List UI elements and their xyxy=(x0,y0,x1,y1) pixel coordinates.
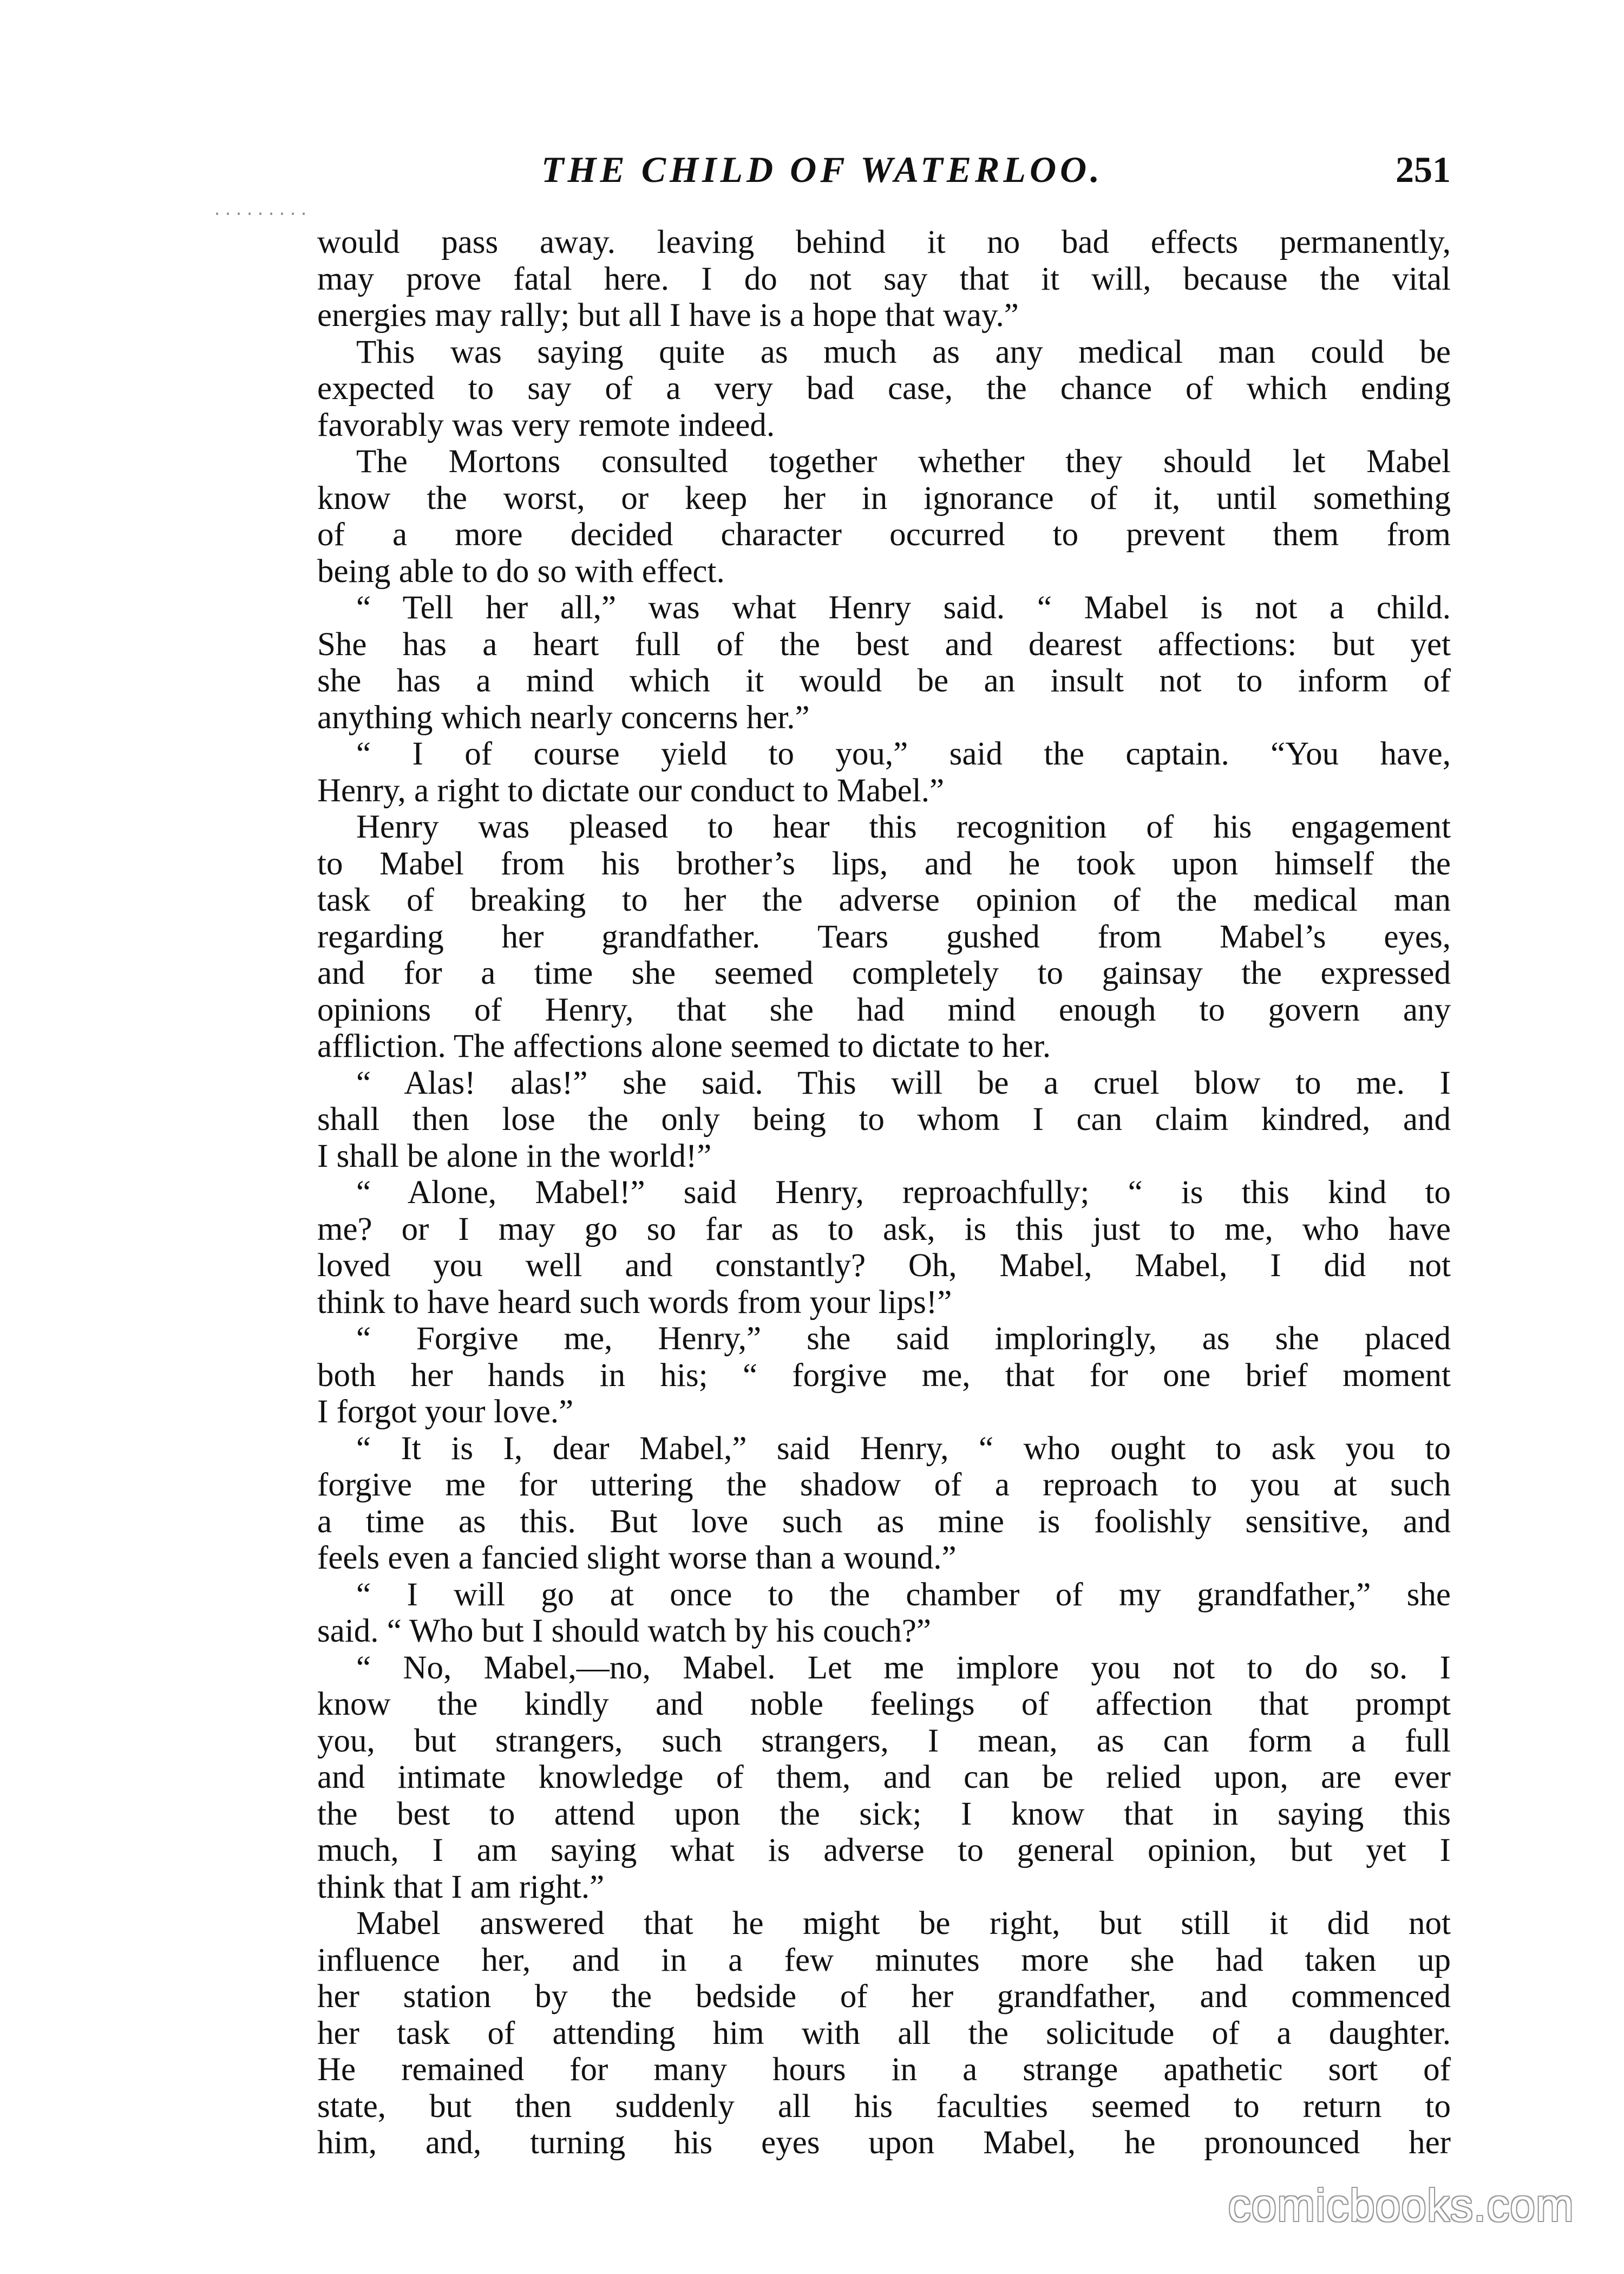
text-line: “ I will go at once to the chamber of my grandfather,” she xyxy=(356,1576,1451,1613)
text-line: “ No, Mabel,—no, Mabel. Let me implore you not to do so. I xyxy=(356,1649,1451,1686)
text-line: regarding her grandfather. Tears gushed from Mabel’s eyes, xyxy=(317,918,1451,955)
text-line: think that I am right.” xyxy=(317,1868,605,1905)
page-number: 251 xyxy=(1396,149,1451,190)
text-line: Henry was pleased to hear this recognition of his engagement xyxy=(356,809,1451,845)
text-line: of a more decided character occurred to prevent them from xyxy=(317,517,1451,553)
page-header xyxy=(541,145,1451,194)
text-line: to Mabel from his brother’s lips, and he took upon himself the xyxy=(317,845,1451,882)
text-line: said. “ Who but I should watch by his couch?” xyxy=(317,1613,931,1649)
text-line: I forgot your love.” xyxy=(317,1394,574,1430)
text-line: her task of attending him with all the solicitude of a daughter. xyxy=(317,2015,1451,2051)
text-line: being able to do so with effect. xyxy=(317,553,725,590)
running-title: THE CHILD OF WATERLOO. xyxy=(541,149,1104,190)
text-line: the best to attend upon the sick; I know that in saying this xyxy=(317,1795,1451,1832)
text-line: she has a mind which it would be an insult not to inform of xyxy=(317,663,1451,699)
text-line: know the worst, or keep her in ignorance of it, until something xyxy=(317,480,1451,517)
text-line: “ Alone, Mabel!” said Henry, reproachfully; “ is this kind to xyxy=(356,1174,1451,1211)
text-line: expected to say of a very bad case, the chance of which ending xyxy=(317,370,1451,407)
text-line: may prove fatal here. I do not say that it will, because the vital xyxy=(317,260,1451,297)
body-text xyxy=(317,224,1451,2161)
text-line: “ It is I, dear Mabel,” said Henry, “ who ought to ask you to xyxy=(356,1430,1451,1467)
text-line: Henry, a right to dictate our conduct to Mabel.” xyxy=(317,772,945,809)
text-line: think to have heard such words from your lips!” xyxy=(317,1284,952,1321)
text-line: state, but then suddenly all his faculties seemed to return to xyxy=(317,2088,1451,2125)
text-line: loved you well and constantly? Oh, Mabel, Mabel, I did not xyxy=(317,1247,1451,1284)
text-line: opinions of Henry, that she had mind enough to govern any xyxy=(317,991,1451,1028)
text-line: “ Alas! alas!” she said. This will be a cruel blow to me. I xyxy=(356,1064,1451,1101)
text-line: a time as this. But love such as mine is foolishly sensitive, and xyxy=(317,1503,1451,1540)
text-line: feels even a fancied slight worse than a wound.” xyxy=(317,1540,957,1576)
text-line: “ Forgive me, Henry,” she said imploringly, as she placed xyxy=(356,1321,1451,1357)
text-line: me? or I may go so far as to ask, is this just to me, who have xyxy=(317,1211,1451,1247)
text-line: This was saying quite as much as any medical man could be xyxy=(356,334,1451,370)
text-line: forgive me for uttering the shadow of a reproach to you at such xyxy=(317,1467,1451,1503)
text-line: both her hands in his; “ forgive me, that for one brief moment xyxy=(317,1357,1451,1394)
margin-mark: ......... xyxy=(212,202,310,220)
text-line: anything which nearly concerns her.” xyxy=(317,699,810,736)
text-line: know the kindly and noble feelings of affection that prompt xyxy=(317,1686,1451,1722)
text-line: She has a heart full of the best and dearest affections: but yet xyxy=(317,626,1451,663)
text-line: I shall be alone in the world!” xyxy=(317,1138,712,1174)
text-line: shall then lose the only being to whom I can claim kindred, and xyxy=(317,1101,1451,1138)
watermark: comicbooks.com xyxy=(1228,2180,1574,2231)
text-line: “ Tell her all,” was what Henry said. “ Mabel is not a child. xyxy=(356,590,1451,626)
text-line: you, but strangers, such strangers, I mean, as can form a full xyxy=(317,1722,1451,1759)
text-line: and intimate knowledge of them, and can be relied upon, are ever xyxy=(317,1759,1451,1795)
text-line: Mabel answered that he might be right, but still it did not xyxy=(356,1905,1451,1942)
text-line: “ I of course yield to you,” said the captain. “You have, xyxy=(356,736,1451,772)
text-line: would pass away. leaving behind it no bad effects permanently, xyxy=(317,224,1451,260)
text-line: and for a time she seemed completely to gainsay the expressed xyxy=(317,955,1451,991)
text-line: influence her, and in a few minutes more she had taken up xyxy=(317,1942,1451,1978)
text-line: her station by the bedside of her grandfather, and commenced xyxy=(317,1978,1451,2015)
text-line: him, and, turning his eyes upon Mabel, he pronounced her xyxy=(317,2125,1451,2161)
text-line: much, I am saying what is adverse to general opinion, but yet I xyxy=(317,1832,1451,1868)
text-line: The Mortons consulted together whether they should let Mabel xyxy=(356,443,1451,480)
text-line: task of breaking to her the adverse opinion of the medical man xyxy=(317,882,1451,918)
text-line: favorably was very remote indeed. xyxy=(317,407,775,443)
text-line: He remained for many hours in a strange apathetic sort of xyxy=(317,2051,1451,2088)
text-line: affliction. The affections alone seemed to dictate to her. xyxy=(317,1028,1051,1064)
text-line: energies may rally; but all I have is a hope that way.” xyxy=(317,297,1019,334)
